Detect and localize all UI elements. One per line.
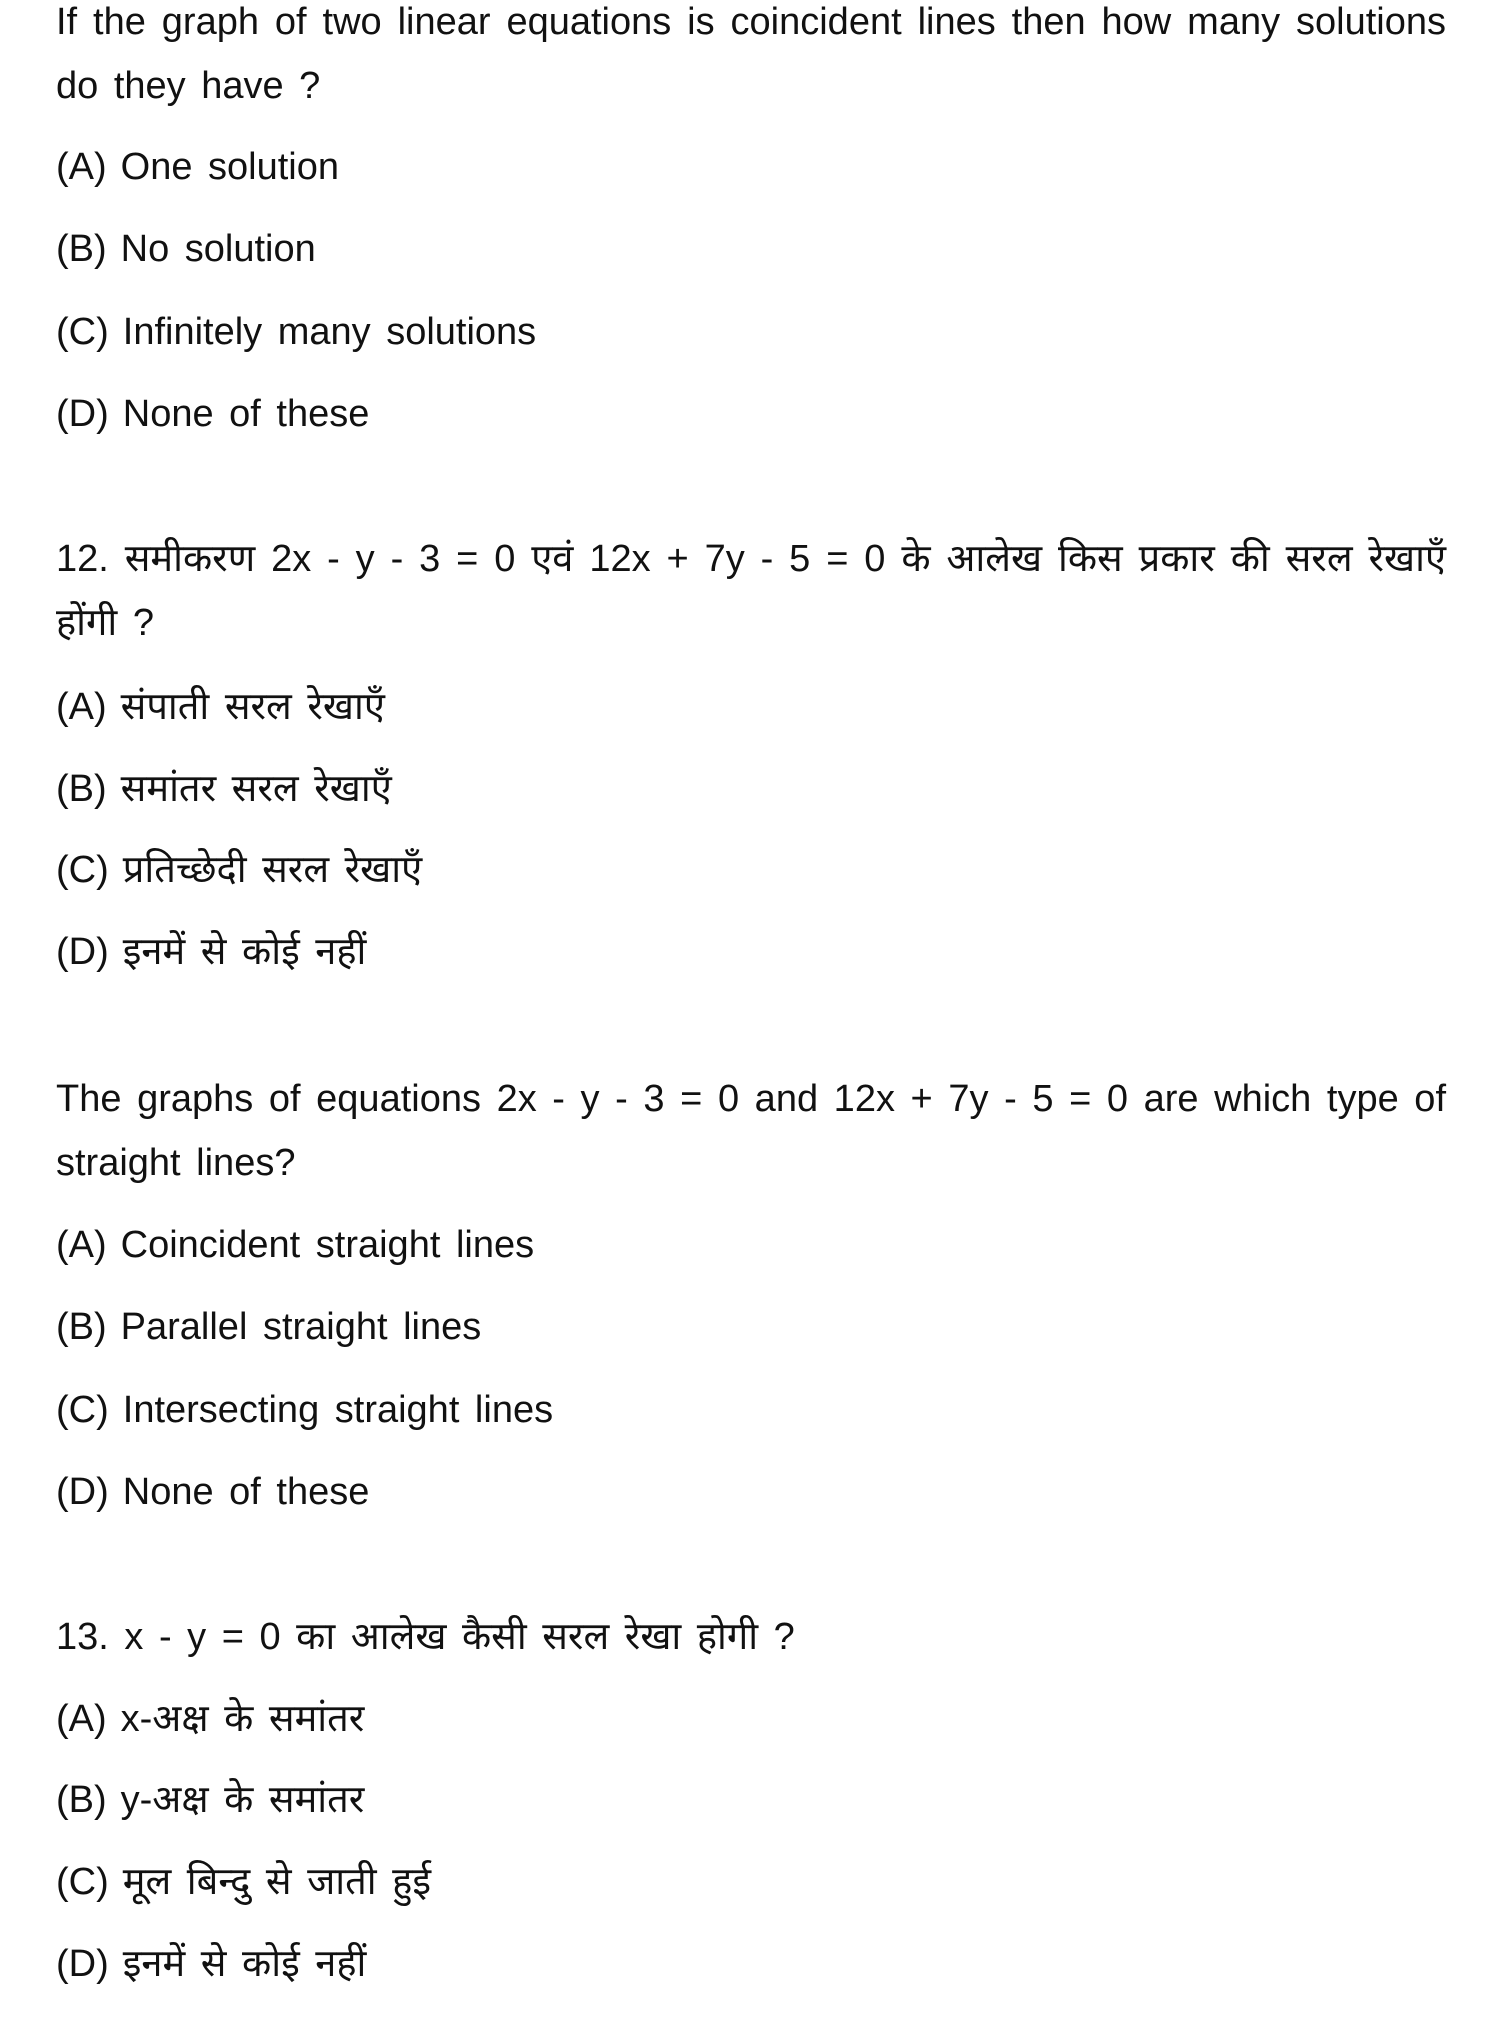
option-label: (D) bbox=[56, 931, 109, 973]
option-c[interactable] bbox=[56, 846, 422, 894]
option-text: Intersecting straight lines bbox=[122, 1389, 554, 1431]
option-label: (B) bbox=[56, 1306, 107, 1348]
option-text: Infinitely many solutions bbox=[122, 311, 537, 353]
option-b[interactable] bbox=[56, 1776, 364, 1824]
option-text: y-अक्ष के समांतर bbox=[120, 1779, 365, 1821]
option-text: मूल बिन्दु से जाती हुई bbox=[122, 1861, 432, 1903]
option-label: (C) bbox=[56, 311, 109, 353]
option-a[interactable] bbox=[56, 1221, 534, 1269]
option-label: (C) bbox=[56, 1861, 109, 1903]
option-b[interactable] bbox=[56, 1303, 481, 1351]
option-label: (C) bbox=[56, 1389, 109, 1431]
option-label: (D) bbox=[56, 393, 109, 435]
option-a[interactable] bbox=[56, 143, 339, 191]
question-text: The graphs of equations 2x - y - 3 = 0 and 12x + 7y - 5 = 0 are which type of straight lines? bbox=[56, 1078, 1446, 1184]
option-c[interactable] bbox=[56, 308, 536, 356]
question-text: 13. x - y = 0 का आलेख कैसी सरल रेखा होगी ? bbox=[56, 1616, 795, 1658]
option-text: Coincident straight lines bbox=[120, 1224, 535, 1266]
option-label: (B) bbox=[56, 1779, 107, 1821]
option-text: इनमें से कोई नहीं bbox=[122, 931, 367, 973]
option-b[interactable] bbox=[56, 225, 316, 273]
option-label: (A) bbox=[56, 1698, 107, 1740]
option-text: Parallel straight lines bbox=[120, 1306, 482, 1348]
option-label: (B) bbox=[56, 768, 107, 810]
option-text: समांतर सरल रेखाएँ bbox=[120, 768, 392, 810]
option-label: (A) bbox=[56, 1224, 107, 1266]
option-text: None of these bbox=[122, 393, 370, 435]
option-a[interactable] bbox=[56, 683, 385, 731]
option-d[interactable] bbox=[56, 1468, 369, 1516]
option-c[interactable] bbox=[56, 1386, 553, 1434]
option-label: (D) bbox=[56, 1943, 109, 1985]
option-text: No solution bbox=[120, 228, 316, 270]
option-text: इनमें से कोई नहीं bbox=[122, 1943, 367, 1985]
option-d[interactable] bbox=[56, 1940, 366, 1988]
option-label: (A) bbox=[56, 146, 107, 188]
option-text: संपाती सरल रेखाएँ bbox=[120, 686, 385, 728]
option-text: None of these bbox=[122, 1471, 370, 1513]
option-label: (C) bbox=[56, 849, 109, 891]
option-d[interactable] bbox=[56, 390, 369, 438]
option-label: (B) bbox=[56, 228, 107, 270]
option-b[interactable] bbox=[56, 765, 392, 813]
option-d[interactable] bbox=[56, 928, 366, 976]
option-label: (A) bbox=[56, 686, 107, 728]
option-c[interactable] bbox=[56, 1858, 431, 1906]
option-label: (D) bbox=[56, 1471, 109, 1513]
option-text: One solution bbox=[120, 146, 340, 188]
option-a[interactable] bbox=[56, 1695, 364, 1743]
question-text: 12. समीकरण 2x - y - 3 = 0 एवं 12x + 7y - 5 = 0 के आलेख किस प्रकार की सरल रेखाएँ होंगी ? bbox=[56, 538, 1446, 644]
question-text: If the graph of two linear equations is coincident lines then how many solutions do they have ? bbox=[56, 1, 1446, 107]
option-text: x-अक्ष के समांतर bbox=[120, 1698, 365, 1740]
option-text: प्रतिच्छेदी सरल रेखाएँ bbox=[122, 849, 423, 891]
